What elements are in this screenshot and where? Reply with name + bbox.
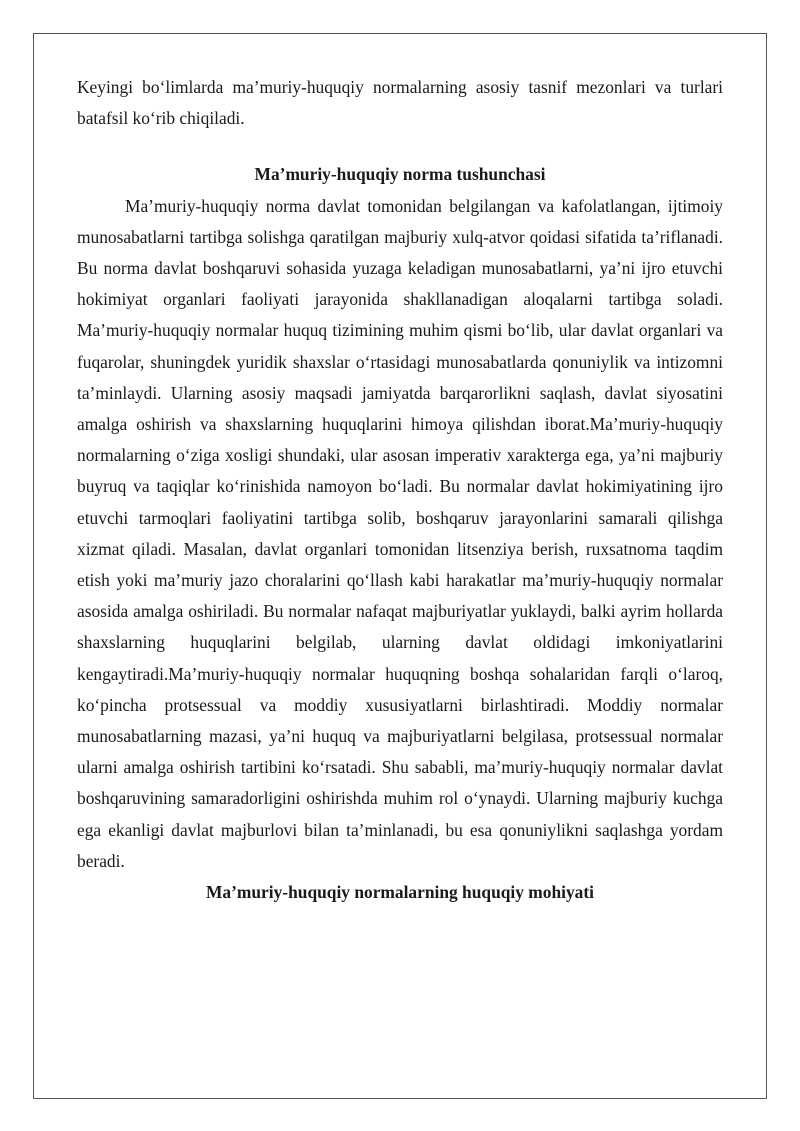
intro-paragraph: Keyingi bo‘limlarda ma’muriy-huquqiy normalarning asosiy tasnif mezonlari va turlari batafsil ko‘rib chiqiladi.	[77, 77, 723, 129]
document-body	[77, 72, 723, 908]
section-heading-huquqiy-mohiyati: Ma’muriy-huquqiy normalarning huquqiy mohiyati	[206, 882, 594, 903]
body-paragraph: Ma’muriy-huquqiy norma davlat tomonidan belgilangan va kafolatlangan, ijtimoiy munosabatlarni tartibga solishga qaratilgan majburiy xulq-atvor qoidasi sifatida ta’riflanadi. Bu norma davlat boshqaruvi sohasida yuzaga keladigan munosabatlarni, ya’ni ijro etuvchi hokimiyat organlari faoliyati jarayonida shakllanadigan aloqalarni tartibga soladi. Ma’muriy-huquqiy normalar huquq tizimining muhim qismi bo‘lib, ular davlat organlari va fuqarolar, shuningdek yuridik shaxslar o‘rtasidagi munosabatlarda qonuniylik va intizomni ta’minlaydi. Ularning asosiy maqsadi jamiyatda barqarorlikni saqlash, davlat siyosatini amalga oshirish va shaxslarning huquqlarini himoya qilishdan iborat.Ma’muriy-huquqiy normalarning o‘ziga xosligi shundaki, ular asosan imperativ xarakterga ega, ya’ni majburiy buyruq va taqiqlar ko‘rinishida namoyon bo‘ladi. Bu normalar davlat hokimiyatining ijro etuvchi tarmoqlari faoliyatini tartibga solib, boshqaruv jarayonlarini samarali qilishga xizmat qiladi. Masalan, davlat organlari tomonidan litsenziya berish, ruxsatnoma taqdim etish yoki ma’muriy jazo choralarini qo‘llash kabi harakatlar ma’muriy-huquqiy normalar asosida amalga oshiriladi. Bu normalar nafaqat majburiyatlar yuklaydi, balki ayrim hollarda shaxslarning huquqlarini belgilab, ularning davlat oldidagi imkoniyatlarini kengaytiradi.Ma’muriy-huquqiy normalar huquqning boshqa sohalaridan farqli o‘laroq, ko‘pincha protsessual va moddiy xususiyatlarni birlashtiradi. Moddiy normalar munosabatlarning mazasi, ya’ni huquq va majburiyatlarni belgilasa, protsessual normalar ularni amalga oshirish tartibini ko‘rsatadi. Shu sababli, ma’muriy-huquqiy normalar davlat boshqaruvining samaradorligini oshirishda muhim rol o‘ynaydi. Ularning majburiy kuchga ega ekanligi davlat majburlovi bilan ta’minlanadi, bu esa qonuniylikni saqlashga yordam beradi.	[77, 195, 723, 871]
section-heading-norma-tushunchasi: Ma’muriy-huquqiy norma tushunchasi	[254, 164, 546, 185]
